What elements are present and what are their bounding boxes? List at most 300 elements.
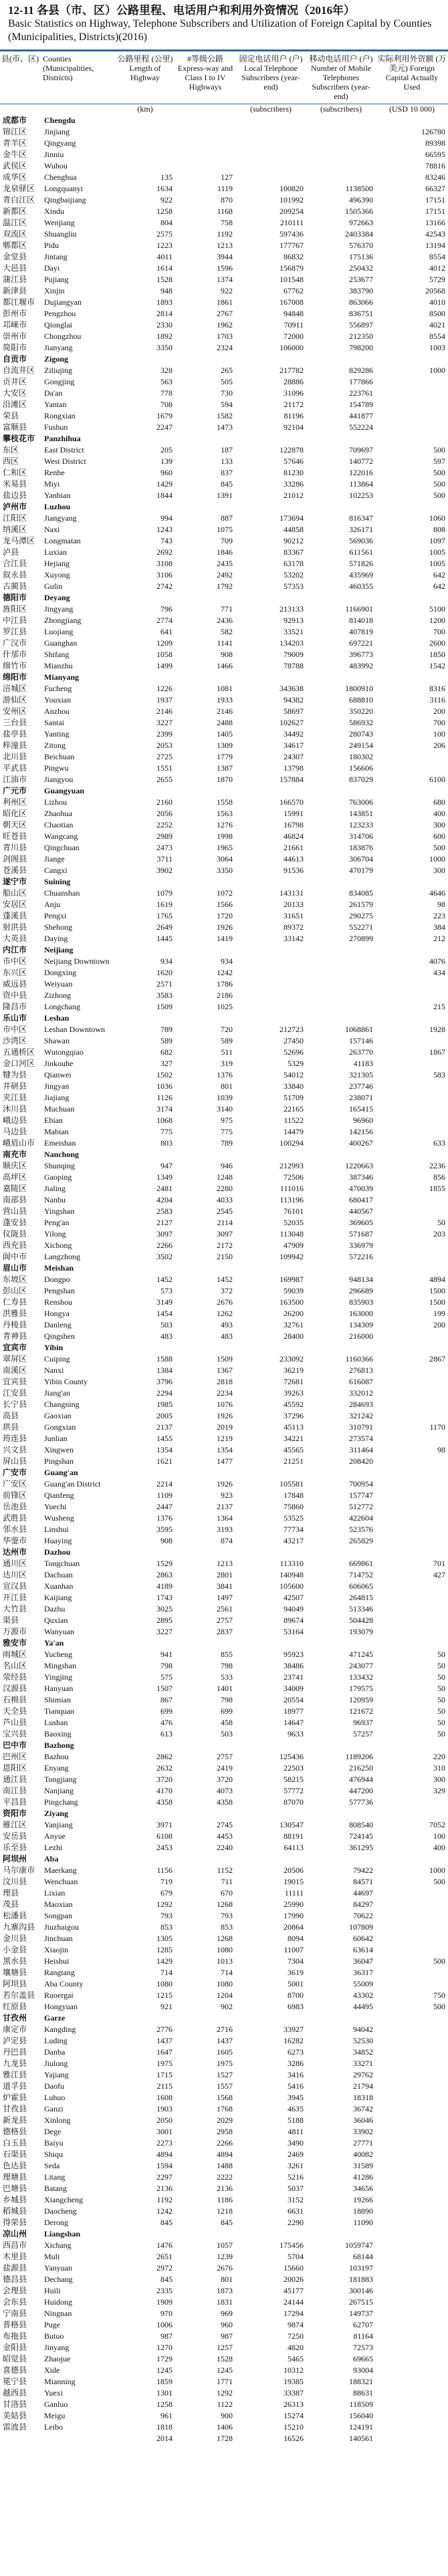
area-name-cn: 盐源县	[3, 2263, 27, 2273]
area-name-cn: 南江县	[3, 1786, 27, 1795]
mobile-telephone-cell: 93004	[353, 2365, 373, 2375]
table-row	[0, 1694, 448, 1706]
mobile-telephone-cell: 143851	[349, 809, 373, 818]
area-name-cn: 小金县	[3, 1945, 27, 1954]
mobile-telephone-cell: 121672	[349, 1706, 373, 1716]
header-area-en: Counties (Municipalities, Districts)	[41, 51, 115, 104]
local-telephone-cell: 44858	[284, 525, 304, 534]
foreign-capital-cell	[376, 2331, 448, 2342]
highway-km-cell: 2814	[156, 309, 173, 318]
area-name-en: Wuhou	[44, 161, 68, 170]
graded-highway-km-cell: 3097	[217, 1229, 233, 1239]
table-row	[0, 1569, 448, 1581]
mobile-telephone-cell: 142156	[349, 1127, 373, 1136]
mobile-telephone-cell: 512772	[349, 1502, 373, 1511]
mobile-telephone-cell: 88631	[353, 2388, 373, 2398]
foreign-capital-cell	[376, 2103, 448, 2115]
graded-highway-km-cell: 1771	[217, 2377, 233, 2386]
mobile-telephone-cell: 181883	[349, 2275, 373, 2284]
local-telephone-cell: 15991	[284, 809, 304, 818]
area-name-cn: 屏山县	[3, 1456, 27, 1466]
highway-km-cell: 961	[160, 2411, 173, 2420]
graded-highway-km-cell	[175, 126, 235, 138]
foreign-capital-cell: 1000	[429, 1865, 445, 1875]
area-name-en: Meigu	[44, 2411, 66, 2420]
highway-km-cell: 1818	[156, 2422, 173, 2432]
highway-km-cell	[115, 1342, 175, 1354]
local-telephone-cell: 67762	[284, 286, 304, 295]
graded-highway-km-cell: 2745	[217, 1820, 233, 1829]
highway-km-cell: 2266	[156, 1241, 173, 1250]
area-name-en: Jianyang	[44, 343, 73, 352]
highway-km-cell: 4011	[156, 252, 173, 261]
foreign-capital-cell	[376, 1467, 448, 1478]
area-name-en: Anju	[44, 900, 60, 909]
local-telephone-cell	[235, 354, 306, 365]
graded-highway-km-cell: 3350	[217, 866, 233, 875]
mobile-telephone-cell: 834085	[349, 888, 373, 898]
table-row	[0, 399, 448, 410]
area-name-en: East District	[44, 445, 84, 455]
graded-highway-km-cell: 2818	[217, 1377, 233, 1386]
local-telephone-cell: 51709	[284, 1093, 304, 1102]
local-telephone-cell: 7304	[288, 1956, 304, 1966]
foreign-capital-cell	[376, 672, 448, 683]
highway-km-cell: 922	[160, 195, 173, 205]
title-chinese: 12-11 各县（市、区）公路里程、电话用户和利用外资情况（2016年）	[8, 4, 355, 17]
foreign-capital-cell: 642	[433, 582, 445, 591]
area-name-cn: 宁南县	[3, 2309, 27, 2318]
foreign-capital-cell	[376, 944, 448, 956]
area-name-en: Xingwen	[44, 1445, 74, 1454]
foreign-capital-cell	[376, 592, 448, 604]
mobile-telephone-cell	[306, 1001, 376, 1013]
foreign-capital-cell: 2236	[429, 1161, 445, 1170]
foreign-capital-cell	[376, 2092, 448, 2103]
area-name-cn: 康定市	[3, 2025, 27, 2034]
highway-km-cell: 1859	[156, 2377, 173, 2386]
local-telephone-cell: 86832	[284, 252, 304, 261]
foreign-capital-cell	[376, 1433, 448, 1444]
mobile-telephone-cell: 552224	[349, 422, 373, 432]
highway-km-cell: 6108	[156, 1831, 173, 1841]
local-telephone-cell: 3619	[288, 1968, 304, 1977]
area-name-cn: 盐亭县	[3, 729, 27, 739]
graded-highway-km-cell: 1497	[217, 1593, 233, 1602]
graded-highway-km-cell: 902	[221, 2002, 233, 2011]
area-name-cn: 大邑县	[3, 263, 27, 273]
highway-km-cell: 1209	[156, 638, 173, 648]
mobile-telephone-cell: 709697	[349, 445, 373, 455]
local-telephone-cell	[235, 1342, 306, 1354]
table-row	[0, 1399, 448, 1410]
local-telephone-cell	[235, 1001, 306, 1013]
area-name-en: Chuanshan	[44, 888, 80, 898]
area-name-cn: 市中区	[3, 956, 27, 966]
highway-km-cell: 2989	[156, 831, 173, 841]
mobile-telephone-cell: 43302	[353, 1990, 373, 2000]
local-telephone-cell: 27450	[284, 1036, 304, 1045]
foreign-capital-cell: 66595	[425, 150, 445, 159]
region-row	[0, 1467, 448, 1478]
mobile-telephone-cell: 556897	[349, 320, 373, 330]
highway-km-cell: 2972	[156, 2263, 173, 2273]
mobile-telephone-cell: 265829	[349, 1536, 373, 1545]
highway-km-cell: 2481	[156, 1184, 173, 1193]
area-name-en: Nanbu	[44, 1195, 66, 1204]
local-telephone-cell: 78788	[284, 661, 304, 670]
foreign-capital-cell: 1500	[429, 1297, 445, 1307]
local-telephone-cell: 39263	[284, 1388, 304, 1398]
region-row	[0, 1263, 448, 1274]
table-row	[0, 342, 448, 354]
area-name-cn: 汶川县	[3, 1877, 27, 1886]
area-name-en: Rangtang	[44, 1968, 75, 1977]
local-telephone-cell: 87070	[284, 1797, 304, 1807]
highway-km-cell: 1892	[156, 332, 173, 341]
area-name-en: Yanbian	[44, 491, 71, 500]
area-name-en: Emeishan	[44, 1138, 76, 1148]
local-telephone-cell: 125436	[279, 1752, 304, 1761]
local-telephone-cell: 24307	[284, 752, 304, 761]
local-telephone-cell: 94382	[284, 695, 304, 704]
foreign-capital-cell: 200	[433, 1320, 445, 1329]
local-telephone-cell: 64113	[284, 1843, 304, 1852]
highway-km-cell: 793	[160, 1911, 173, 1920]
area-name-en: Jinyang	[44, 2343, 70, 2352]
local-telephone-cell: 5216	[288, 2172, 304, 2182]
area-name-en: Wenjiang	[44, 218, 75, 227]
region-row	[0, 1853, 448, 1865]
foreign-capital-cell	[376, 1081, 448, 1092]
area-name-cn: 理县	[3, 1888, 19, 1898]
mobile-telephone-cell: 284693	[349, 1400, 373, 1409]
graded-highway-km-cell	[175, 1013, 235, 1024]
highway-km-cell: 1376	[156, 1513, 173, 1523]
area-name-en: Shuangliu	[44, 229, 77, 239]
graded-highway-km-cell: 1364	[217, 1513, 233, 1523]
area-name-cn: 九龙县	[3, 2059, 27, 2068]
graded-highway-km-cell: 2280	[217, 1184, 233, 1193]
table-row	[0, 1501, 448, 1513]
highway-km-cell: 2005	[156, 1411, 173, 1420]
local-telephone-cell: 92104	[284, 422, 304, 432]
area-name-en: Ya'an	[44, 1638, 64, 1648]
table-row	[0, 1376, 448, 1388]
graded-highway-km-cell: 1192	[217, 229, 233, 239]
area-name-en: Luzhou	[44, 502, 71, 511]
table-row	[0, 831, 448, 842]
table-row	[0, 2183, 448, 2194]
local-telephone-cell: 5188	[288, 2115, 304, 2125]
area-name-en: Langzhong	[44, 1252, 80, 1261]
local-telephone-cell: 106000	[279, 343, 304, 352]
foreign-capital-cell: 427	[433, 1570, 445, 1579]
table-row	[0, 1660, 448, 1672]
highway-km-cell: 1068	[156, 1116, 173, 1125]
highway-km-cell: 908	[160, 1536, 173, 1545]
foreign-capital-cell: 212	[433, 934, 445, 943]
area-name-en: Ningnan	[44, 2309, 72, 2318]
table-row	[0, 2410, 448, 2422]
highway-km-cell: 3902	[156, 866, 173, 875]
mobile-telephone-cell: 31589	[353, 2161, 373, 2170]
mobile-telephone-cell: 688810	[349, 695, 373, 704]
area-name-cn: 绵阳市	[3, 672, 27, 682]
graded-highway-km-cell: 1141	[217, 638, 233, 648]
graded-highway-km-cell: 1786	[217, 979, 233, 989]
local-telephone-cell: 46824	[284, 831, 304, 841]
foreign-capital-cell: 4021	[429, 320, 445, 330]
mobile-telephone-cell	[306, 172, 376, 183]
graded-highway-km-cell: 987	[221, 2331, 233, 2341]
area-name-cn: 锦江区	[3, 127, 27, 136]
highway-km-cell: 682	[160, 1047, 173, 1057]
mobile-telephone-cell: 253677	[349, 275, 373, 284]
foreign-capital-cell	[376, 1092, 448, 1104]
area-name-en: Jingyan	[44, 1081, 70, 1091]
local-telephone-cell: 22503	[284, 1763, 304, 1773]
mobile-telephone-cell: 496390	[349, 195, 373, 205]
area-name-cn: 顺庆区	[3, 1161, 27, 1170]
graded-highway-km-cell: 2146	[217, 706, 233, 716]
area-name-cn: 郫都区	[3, 241, 27, 250]
foreign-capital-cell	[376, 979, 448, 990]
highway-km-cell: 2115	[156, 2081, 173, 2091]
highway-km-cell: 1079	[156, 888, 173, 898]
foreign-capital-cell	[376, 422, 448, 433]
graded-highway-km-cell: 1926	[217, 922, 233, 932]
mobile-telephone-cell: 837029	[349, 775, 373, 784]
foreign-capital-cell	[376, 1899, 448, 1910]
local-telephone-cell: 58697	[284, 706, 304, 716]
table-row	[0, 2274, 448, 2285]
table-row	[0, 1422, 448, 1433]
graded-highway-km-cell	[175, 160, 235, 172]
mobile-telephone-cell: 249154	[349, 741, 373, 750]
mobile-telephone-cell: 193079	[349, 1627, 373, 1636]
area-name-cn: 金牛区	[3, 150, 27, 159]
local-telephone-cell	[235, 126, 306, 138]
mobile-telephone-cell: 33271	[353, 2059, 373, 2068]
local-telephone-cell: 77734	[284, 1525, 304, 1534]
local-telephone-cell: 33521	[284, 627, 304, 636]
local-telephone-cell	[235, 1808, 306, 1819]
foreign-capital-cell	[376, 2399, 448, 2410]
foreign-capital-cell	[376, 1490, 448, 1501]
foreign-capital-cell: 13194	[425, 241, 445, 250]
highway-km-cell: 1528	[156, 275, 173, 284]
local-telephone-cell: 9633	[288, 1729, 304, 1738]
foreign-capital-cell	[376, 2228, 448, 2240]
foreign-capital-cell	[376, 2160, 448, 2172]
local-telephone-cell: 22165	[284, 1104, 304, 1114]
mobile-telephone-cell: 157747	[349, 1491, 373, 1500]
foreign-capital-cell: 642	[433, 570, 445, 579]
table-row	[0, 1513, 448, 1524]
mobile-telephone-cell: 18318	[353, 2093, 373, 2102]
mobile-telephone-cell: 552271	[349, 922, 373, 932]
area-name-en: Nanjiang	[44, 1786, 74, 1795]
area-name-cn: 德阳市	[3, 593, 27, 602]
area-name-cn: 雨城区	[3, 1650, 27, 1659]
highway-km-cell: 3595	[156, 1525, 173, 1534]
table-row	[0, 240, 448, 251]
table-row	[0, 1933, 448, 1944]
graded-highway-km-cell	[175, 149, 235, 160]
area-name-en: Huili	[44, 2286, 61, 2295]
foreign-capital-cell: 203	[433, 1229, 445, 1239]
area-name-cn: 青羊区	[3, 138, 27, 148]
graded-highway-km-cell: 1080	[217, 1979, 233, 1988]
graded-highway-km-cell: 1245	[217, 2365, 233, 2375]
foreign-capital-cell	[376, 2308, 448, 2319]
unit-mobile: (subscribers)	[320, 104, 362, 114]
foreign-capital-cell: 13166	[425, 218, 445, 227]
foreign-capital-cell: 750	[433, 1990, 445, 2000]
mobile-telephone-cell	[306, 2013, 376, 2024]
highway-km-cell: 573	[160, 1286, 173, 1295]
area-name-cn: 通川区	[3, 1559, 27, 1568]
graded-highway-km-cell: 775	[221, 1127, 233, 1136]
graded-highway-km-cell: 711	[221, 1877, 233, 1886]
area-name-cn: 蒲江县	[3, 275, 27, 284]
highway-km-cell: 1080	[156, 1979, 173, 1988]
mobile-telephone-cell: 1160366	[345, 1354, 373, 1364]
mobile-telephone-cell: 332012	[349, 1388, 373, 1398]
mobile-telephone-cell: 2403384	[345, 229, 373, 239]
area-name-en: Panzhihua	[44, 434, 81, 443]
area-name-en: Yilong	[44, 1229, 66, 1239]
foreign-capital-cell: 1500	[429, 1286, 445, 1295]
area-name-en: Leshan Downtown	[44, 1025, 105, 1034]
header-local-telephone: 固定电话用户 (户) Local Telephone Subscribers (year-end)	[235, 51, 306, 104]
graded-highway-km-cell: 2324	[217, 343, 233, 352]
graded-highway-km-cell: 1965	[217, 843, 233, 852]
foreign-capital-cell	[376, 1149, 448, 1160]
area-name-en: Gongxian	[44, 1422, 76, 1432]
table-title	[0, 0, 448, 44]
local-telephone-cell: 91536	[284, 866, 304, 875]
mobile-telephone-cell	[306, 1808, 376, 1819]
local-telephone-cell: 37296	[284, 1411, 304, 1420]
graded-highway-km-cell: 3841	[217, 1581, 233, 1591]
area-name-en: Xuyong	[44, 570, 70, 579]
foreign-capital-cell: 126780	[421, 127, 445, 136]
header-area-cn: 县(市、区)	[0, 51, 41, 104]
foreign-capital-cell: 700	[433, 627, 445, 636]
mobile-telephone-cell: 576370	[349, 241, 373, 250]
mobile-telephone-cell	[306, 672, 376, 683]
local-telephone-cell: 177767	[279, 241, 304, 250]
table-row	[0, 842, 448, 854]
local-telephone-cell: 34009	[284, 1684, 304, 1693]
area-name-en: Zitong	[44, 741, 66, 750]
area-name-en: Qingyang	[44, 138, 76, 148]
highway-km-cell: 719	[160, 1877, 173, 1886]
area-name-cn: 白玉县	[3, 2138, 27, 2148]
area-name-en: Ganzi	[44, 2104, 64, 2113]
table-row	[0, 1138, 448, 1149]
foreign-capital-cell: 4012	[429, 263, 445, 273]
area-name-en: Ebian	[44, 1116, 63, 1125]
highway-km-cell: 1765	[156, 911, 173, 920]
area-name-en: Puge	[44, 2320, 60, 2329]
mobile-telephone-cell: 44697	[353, 1888, 373, 1898]
local-telephone-cell	[235, 944, 306, 956]
graded-highway-km-cell: 2172	[217, 1241, 233, 1250]
highway-km-cell	[115, 1638, 175, 1649]
highway-km-cell	[115, 1467, 175, 1478]
local-telephone-cell: 130547	[279, 1820, 304, 1829]
graded-highway-km-cell: 2114	[217, 1218, 233, 1227]
area-name-en: Guanghan	[44, 638, 78, 648]
table-row	[0, 899, 448, 910]
local-telephone-cell: 72000	[284, 332, 304, 341]
local-telephone-cell: 57646	[284, 457, 304, 466]
graded-highway-km-cell: 4033	[217, 1195, 233, 1204]
local-telephone-cell: 52696	[284, 1047, 304, 1057]
table-row	[0, 1024, 448, 1035]
table-row	[0, 638, 448, 649]
table-row	[0, 1558, 448, 1569]
highway-km-cell: 1226	[156, 684, 173, 693]
graded-highway-km-cell: 2561	[217, 1604, 233, 1614]
highway-km-cell: 1844	[156, 491, 173, 500]
highway-km-cell: 2453	[156, 1843, 173, 1852]
local-telephone-cell: 25990	[284, 1900, 304, 1909]
graded-highway-km-cell: 3944	[217, 252, 233, 261]
area-name-cn: 理塘县	[3, 2172, 27, 2182]
table-row	[0, 1240, 448, 1251]
local-telephone-cell: 6273	[288, 2047, 304, 2057]
highway-km-cell: 994	[160, 513, 173, 523]
local-telephone-cell: 5037	[288, 2184, 304, 2193]
local-telephone-cell	[235, 115, 306, 126]
area-name-en: Wusheng	[44, 1513, 74, 1523]
local-telephone-cell	[235, 2228, 306, 2240]
foreign-capital-cell: 500	[433, 843, 445, 852]
mobile-telephone-cell: 41286	[353, 2172, 373, 2182]
foreign-capital-cell: 206	[433, 741, 445, 750]
area-name-en: Youxian	[44, 695, 72, 704]
area-name-cn: 安居区	[3, 900, 27, 909]
region-row	[0, 876, 448, 888]
graded-highway-km-cell: 887	[221, 513, 233, 523]
area-name-en: Naxi	[44, 525, 60, 534]
table-row	[0, 160, 448, 172]
foreign-capital-cell	[376, 1478, 448, 1490]
area-name-en: Yucheng	[44, 1650, 72, 1659]
area-name-en: Xichang	[44, 2240, 72, 2250]
table-row	[0, 1058, 448, 1069]
area-name-cn: 珙县	[3, 1422, 19, 1432]
area-name-cn: 通江县	[3, 1775, 27, 1784]
area-name-cn: 开江县	[3, 1593, 27, 1602]
mobile-telephone-cell: 122016	[349, 468, 373, 477]
highway-km-cell: 1715	[156, 2070, 173, 2079]
foreign-capital-cell	[376, 1263, 448, 1274]
graded-highway-km-cell: 730	[221, 388, 233, 398]
graded-highway-km-cell: 187	[221, 445, 233, 455]
area-name-en: Guang'an District	[44, 1479, 101, 1489]
table-row	[0, 422, 448, 433]
foreign-capital-cell	[376, 2274, 448, 2285]
table-row	[0, 1797, 448, 1808]
table-row	[0, 1603, 448, 1615]
area-name-en: Xinlong	[44, 2115, 71, 2125]
highway-km-cell: 2297	[156, 2172, 173, 2182]
